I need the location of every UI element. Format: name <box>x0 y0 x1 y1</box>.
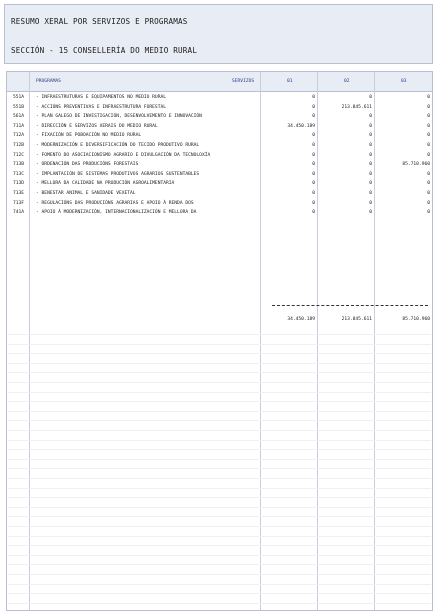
row-gridline <box>8 526 431 527</box>
table-row <box>7 123 432 133</box>
value-02: 213.845.611 <box>341 104 372 110</box>
value-01: 0 <box>312 114 315 120</box>
row-gridline <box>8 353 431 354</box>
value-01: 0 <box>312 152 315 158</box>
value-02: 0 <box>369 123 372 129</box>
program-description: - PLAN GALEGO DE INVESTIGACIÓN, DESENVOLVEMENTO E INNOVACIÓN <box>36 114 202 120</box>
table-row <box>7 152 432 162</box>
table-row <box>7 200 432 210</box>
program-code: 713D <box>13 181 25 187</box>
value-01: 0 <box>312 142 315 148</box>
table-row <box>7 94 432 104</box>
program-description: - FIXACIÓN DE POBOACIÓN NO MEDIO RURAL <box>36 133 142 139</box>
row-gridline <box>8 555 431 556</box>
value-03: 0 <box>427 152 430 158</box>
value-02: 0 <box>369 210 372 216</box>
program-description: - MELLORA DA CALIDADE NA PRODUCIÓN AGROALIMENTARIA <box>36 181 175 187</box>
servizos-header: SERVIZOS <box>232 79 255 84</box>
value-02: 0 <box>369 171 372 177</box>
value-01: 0 <box>312 200 315 206</box>
table-row <box>7 180 432 190</box>
table-row <box>7 104 432 114</box>
program-description: - ORDENACIÓN DAS PRODUCIÓNS FORESTAIS <box>36 162 139 168</box>
row-gridline <box>8 478 431 479</box>
value-03: 0 <box>427 133 430 139</box>
value-02: 0 <box>369 142 372 148</box>
column-03-header: 03 <box>401 79 407 84</box>
program-description: - MODERNIZACIÓN E DIVERSIFICACIÓN DO TECIDO PRODUTIVO RURAL <box>36 142 200 148</box>
column-01-header: 01 <box>287 79 293 84</box>
value-03: 0 <box>427 171 430 177</box>
value-01: 0 <box>312 162 315 168</box>
row-gridline <box>8 574 431 575</box>
value-03: 0 <box>427 123 430 129</box>
value-01: 0 <box>312 181 315 187</box>
program-code: 741A <box>13 210 25 216</box>
value-02: 0 <box>369 114 372 120</box>
value-02: 0 <box>369 162 372 168</box>
value-03: 0 <box>427 181 430 187</box>
row-gridline <box>8 545 431 546</box>
program-description: - DIRECCIÓN E SERVIZOS XERAIS DO MEDIO RURAL <box>36 123 158 129</box>
row-gridline <box>8 603 431 604</box>
value-01: 0 <box>312 190 315 196</box>
program-code: 551B <box>13 104 25 110</box>
value-03: 0 <box>427 190 430 196</box>
row-gridline <box>8 440 431 441</box>
program-description: - REGULACIÓNS DAS PRODUCIÓNS AGRARIAS E APOIO Á RENDA DOS <box>36 200 194 206</box>
totals-separator <box>272 305 428 306</box>
value-01: 0 <box>312 95 315 100</box>
value-03: 0 <box>427 95 430 100</box>
program-code: 713B <box>13 162 25 168</box>
value-03: 0 <box>427 114 430 120</box>
value-03: 0 <box>427 104 430 110</box>
program-code: 551A <box>13 95 25 100</box>
table-row <box>7 161 432 171</box>
value-03: 0 <box>427 142 430 148</box>
table-header <box>7 72 432 92</box>
value-02: 0 <box>369 200 372 206</box>
row-gridline <box>8 564 431 565</box>
row-gridline <box>8 344 431 345</box>
program-description: - BENESTAR ANIMAL E SANIDADE VEXETAL <box>36 190 136 196</box>
value-02: 0 <box>369 133 372 139</box>
row-gridline <box>8 449 431 450</box>
row-gridline <box>8 593 431 594</box>
program-code: 712C <box>13 152 25 158</box>
value-02: 0 <box>369 181 372 187</box>
program-code: 712A <box>13 133 25 139</box>
value-01: 0 <box>312 210 315 216</box>
program-code: 712B <box>13 142 25 148</box>
row-gridline <box>8 430 431 431</box>
value-01: 0 <box>312 171 315 177</box>
row-gridline <box>8 459 431 460</box>
row-gridline <box>8 372 431 373</box>
total-03: 85.710.960 <box>402 317 430 322</box>
program-code: 713E <box>13 190 25 196</box>
table-body <box>7 94 432 219</box>
programas-header: PROGRAMAS <box>36 79 61 84</box>
table-row <box>7 142 432 152</box>
program-description: - IMPLANTACIÓN DE SISTEMAS PRODUTIVOS AGRARIOS SUSTENTABLES <box>36 171 200 177</box>
row-gridline <box>8 584 431 585</box>
program-description: - FOMENTO DO ASOCIACIONISMO AGRARIO E DIVULGACIÓN DA TECNOLOXÍA <box>36 152 211 158</box>
report-title: RESUMO XERAL POR SERVIZOS E PROGRAMAS <box>11 17 188 26</box>
program-code: 711A <box>13 123 25 129</box>
row-gridline <box>8 516 431 517</box>
value-01: 0 <box>312 133 315 139</box>
value-03: 0 <box>427 210 430 216</box>
row-gridline <box>8 382 431 383</box>
section-title: SECCIÓN - 15 CONSELLERÍA DO MEDIO RURAL <box>11 46 198 55</box>
table-row <box>7 190 432 200</box>
value-01: 0 <box>312 104 315 110</box>
total-02: 213.845.611 <box>341 317 372 322</box>
program-description: - INFRAESTRUTURAS E EQUIPAMENTOS NO MEDIO RURAL <box>36 95 166 100</box>
value-02: 0 <box>369 190 372 196</box>
row-gridline <box>8 536 431 537</box>
row-gridline <box>8 497 431 498</box>
row-gridline <box>8 488 431 489</box>
program-description: - ACCIÓNS PREVENTIVAS E INFRAESTRUTURA FORESTAL <box>36 104 166 110</box>
value-03: 0 <box>427 200 430 206</box>
table-row <box>7 113 432 123</box>
program-description: - APOIO Á MODERNIZACIÓN, INTERNACIONALIZACIÓN E MELLORA DA <box>36 210 197 216</box>
totals-row <box>7 316 432 326</box>
value-03: 85.710.960 <box>402 162 430 168</box>
program-code: 561A <box>13 114 25 120</box>
row-gridline <box>8 507 431 508</box>
table-row <box>7 171 432 181</box>
value-01: 34.450.189 <box>287 123 315 129</box>
row-gridline <box>8 392 431 393</box>
total-01: 34.450.189 <box>287 317 315 322</box>
program-code: 713C <box>13 171 25 177</box>
report-header <box>4 4 433 64</box>
table-row <box>7 209 432 219</box>
row-gridline <box>8 411 431 412</box>
column-02-header: 02 <box>344 79 350 84</box>
budget-table <box>6 71 433 611</box>
value-02: 0 <box>369 95 372 100</box>
row-gridline <box>8 401 431 402</box>
table-row <box>7 132 432 142</box>
row-gridline <box>8 420 431 421</box>
row-gridline <box>8 334 431 335</box>
program-code: 713F <box>13 200 25 206</box>
value-02: 0 <box>369 152 372 158</box>
row-gridline <box>8 468 431 469</box>
row-gridline <box>8 363 431 364</box>
